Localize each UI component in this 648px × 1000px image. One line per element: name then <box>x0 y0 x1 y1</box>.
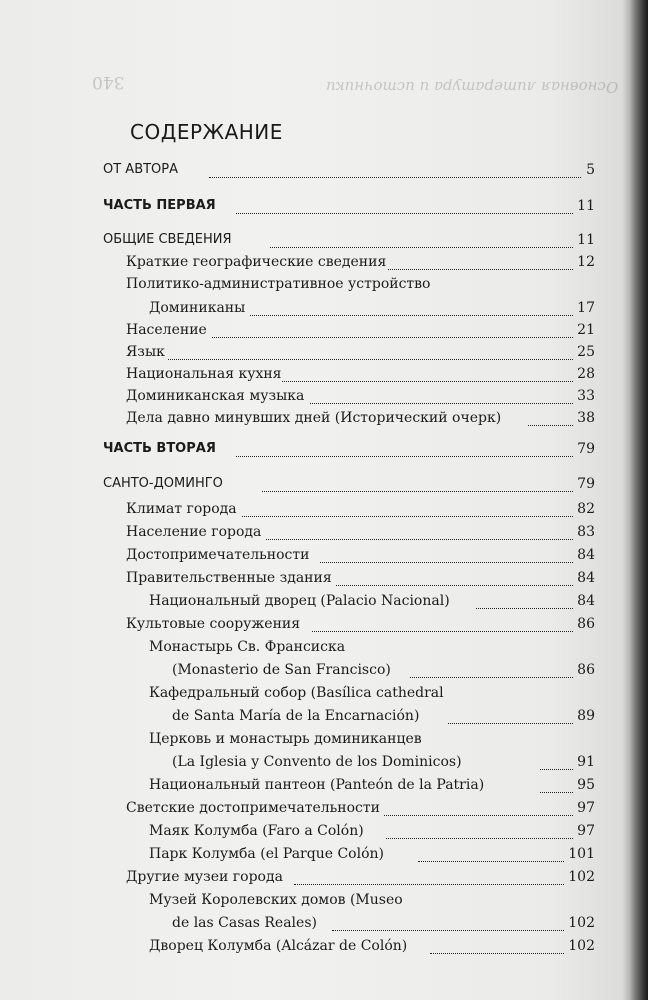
leader-dots <box>212 337 573 338</box>
toc-entry-title: Музей Королевских домов (Museo <box>149 892 403 908</box>
leader-dots <box>168 359 573 360</box>
toc-entry-title: Светские достопримечательности <box>126 800 380 816</box>
leader-dots <box>250 315 573 316</box>
toc-entry-page: 25 <box>577 344 595 360</box>
toc-entry <box>0 819 595 843</box>
toc-entry <box>0 773 595 797</box>
toc-entry-page: 86 <box>577 662 595 678</box>
toc-entry-page: 97 <box>577 823 595 839</box>
toc-entry-page: 91 <box>577 754 595 770</box>
toc-entry <box>0 543 595 567</box>
toc-entry-title: (La Iglesia y Convento de los Dominicos) <box>172 754 462 770</box>
leader-dots <box>236 456 573 457</box>
toc-entry-page: 101 <box>568 846 595 862</box>
toc-entry-page: 89 <box>577 708 595 724</box>
toc-entry-title: Другие музеи города <box>126 869 283 885</box>
toc-entry <box>0 658 595 682</box>
leader-dots <box>540 792 573 793</box>
toc-entry-page: 28 <box>577 366 595 382</box>
toc-entry-page: 97 <box>577 800 595 816</box>
leader-dots <box>209 177 581 178</box>
toc-entry-title: Дворец Колумба (Alcázar de Colón) <box>149 938 408 954</box>
toc-entry-title: Церковь и монастырь доминиканцев <box>149 731 422 747</box>
leader-dots <box>320 562 573 563</box>
toc-entry-title: Население <box>126 322 207 338</box>
toc-entry <box>0 842 595 866</box>
toc-entry-title: de Santa María de la Encarnación) <box>172 708 420 724</box>
leader-dots <box>410 677 573 678</box>
toc-entry-title: Доминиканская музыка <box>126 388 305 404</box>
toc-entry-page: 82 <box>577 501 595 517</box>
leader-dots <box>282 381 573 382</box>
toc-entry-page: 102 <box>568 915 595 931</box>
leader-dots <box>242 516 573 517</box>
toc-entry-title: Маяк Колумба (Faro a Colón) <box>149 823 364 839</box>
toc-entry <box>0 406 595 430</box>
toc-entry-page: 102 <box>568 938 595 954</box>
binding-shadow <box>630 0 648 1000</box>
toc-entry-title: Парк Колумба (el Parque Colón) <box>149 846 384 862</box>
leader-dots <box>294 884 564 885</box>
toc-entry <box>0 296 595 320</box>
toc-entry <box>0 704 595 728</box>
toc-entry-title: Политико-административное устройство <box>126 276 431 292</box>
leader-dots <box>476 608 573 609</box>
toc-entry-title: ОТ АВТОРА <box>103 162 179 177</box>
toc-entry-page: 95 <box>577 777 595 793</box>
toc-entry <box>0 566 595 590</box>
leader-dots <box>270 247 573 248</box>
toc-entry-title: ОБЩИЕ СВЕДЕНИЯ <box>103 232 232 247</box>
toc-entry <box>0 934 595 958</box>
leader-dots <box>262 491 573 492</box>
toc-entry <box>0 472 595 496</box>
toc-entry-title: Доминиканы <box>149 300 246 316</box>
toc-entry-title: Краткие географические сведения <box>126 254 387 270</box>
toc-entry-page: 11 <box>577 198 595 214</box>
bleed-through-page-number: 340 <box>92 72 125 92</box>
contents-title: СОДЕРЖАНИЕ <box>130 120 283 144</box>
toc-entry <box>0 911 595 935</box>
toc-entry-page: 84 <box>577 593 595 609</box>
toc-entry-title: Монастырь Св. Франсиска <box>149 639 346 655</box>
toc-entry <box>0 796 595 820</box>
toc-entry-title: Население города <box>126 524 262 540</box>
leader-dots <box>336 585 573 586</box>
toc-entry <box>0 437 595 461</box>
toc-entry <box>0 384 595 408</box>
leader-dots <box>540 769 573 770</box>
toc-entry <box>0 497 595 521</box>
toc-entry-title: САНТО-ДОМИНГО <box>103 476 223 491</box>
leader-dots <box>418 861 564 862</box>
toc-entry-title: Национальный пантеон (Panteón de la Patria) <box>149 777 485 793</box>
toc-entry <box>0 589 595 613</box>
toc-entry-page: 38 <box>577 410 595 426</box>
toc-entry <box>0 158 595 182</box>
toc-entry-page: 84 <box>577 570 595 586</box>
toc-entry-page: 79 <box>577 441 595 457</box>
toc-entry <box>0 318 595 342</box>
toc-entry-page: 83 <box>577 524 595 540</box>
leader-dots <box>266 539 573 540</box>
toc-entry <box>0 250 595 274</box>
toc-entry-title: Кафедральный собор (Basílica cathedral <box>149 685 444 701</box>
leader-dots <box>528 425 573 426</box>
toc-entry-title: Климат города <box>126 501 237 517</box>
toc-entry <box>0 362 595 386</box>
toc-entry-title: Культовые сооружения <box>126 616 301 632</box>
bleed-through-running-header: Основная литература и источники <box>325 78 618 96</box>
leader-dots <box>388 269 573 270</box>
toc-entry <box>0 612 595 636</box>
toc-entry-page: 33 <box>577 388 595 404</box>
toc-entry-title: Достопримечательности <box>126 547 310 563</box>
toc-entry-page: 86 <box>577 616 595 632</box>
toc-entry <box>0 228 595 252</box>
toc-entry-title: Национальный дворец (Palacio Nacional) <box>149 593 450 609</box>
toc-entry-page: 79 <box>577 476 595 492</box>
toc-entry-title: de las Casas Reales) <box>172 915 317 931</box>
leader-dots <box>448 723 573 724</box>
toc-entry-title: Правительственные здания <box>126 570 332 586</box>
toc-entry-page: 12 <box>577 254 595 270</box>
toc-entry-page: 11 <box>577 232 595 248</box>
toc-entry-title: ЧАСТЬ ВТОРАЯ <box>103 441 216 456</box>
toc-entry-title: Дела давно минувших дней (Исторический очерк) <box>126 410 502 426</box>
toc-entry <box>0 194 595 218</box>
leader-dots <box>310 403 573 404</box>
toc-entry-title: (Monasterio de San Francisco) <box>172 662 391 678</box>
toc-entry-page: 21 <box>577 322 595 338</box>
leader-dots <box>386 838 573 839</box>
toc-entry-page: 17 <box>577 300 595 316</box>
leader-dots <box>312 631 573 632</box>
toc-entry-title: ЧАСТЬ ПЕРВАЯ <box>103 198 216 213</box>
toc-entry <box>0 340 595 364</box>
toc-entry-page: 5 <box>586 162 595 178</box>
leader-dots <box>384 815 573 816</box>
toc-entry-title: Национальная кухня <box>126 366 282 382</box>
toc-entry-title: Язык <box>126 344 165 360</box>
toc-entry <box>0 520 595 544</box>
leader-dots <box>430 953 564 954</box>
toc-entry-page: 84 <box>577 547 595 563</box>
leader-dots <box>236 213 573 214</box>
leader-dots <box>332 930 564 931</box>
toc-entry <box>0 865 595 889</box>
toc-entry <box>0 750 595 774</box>
toc-entry-page: 102 <box>568 869 595 885</box>
